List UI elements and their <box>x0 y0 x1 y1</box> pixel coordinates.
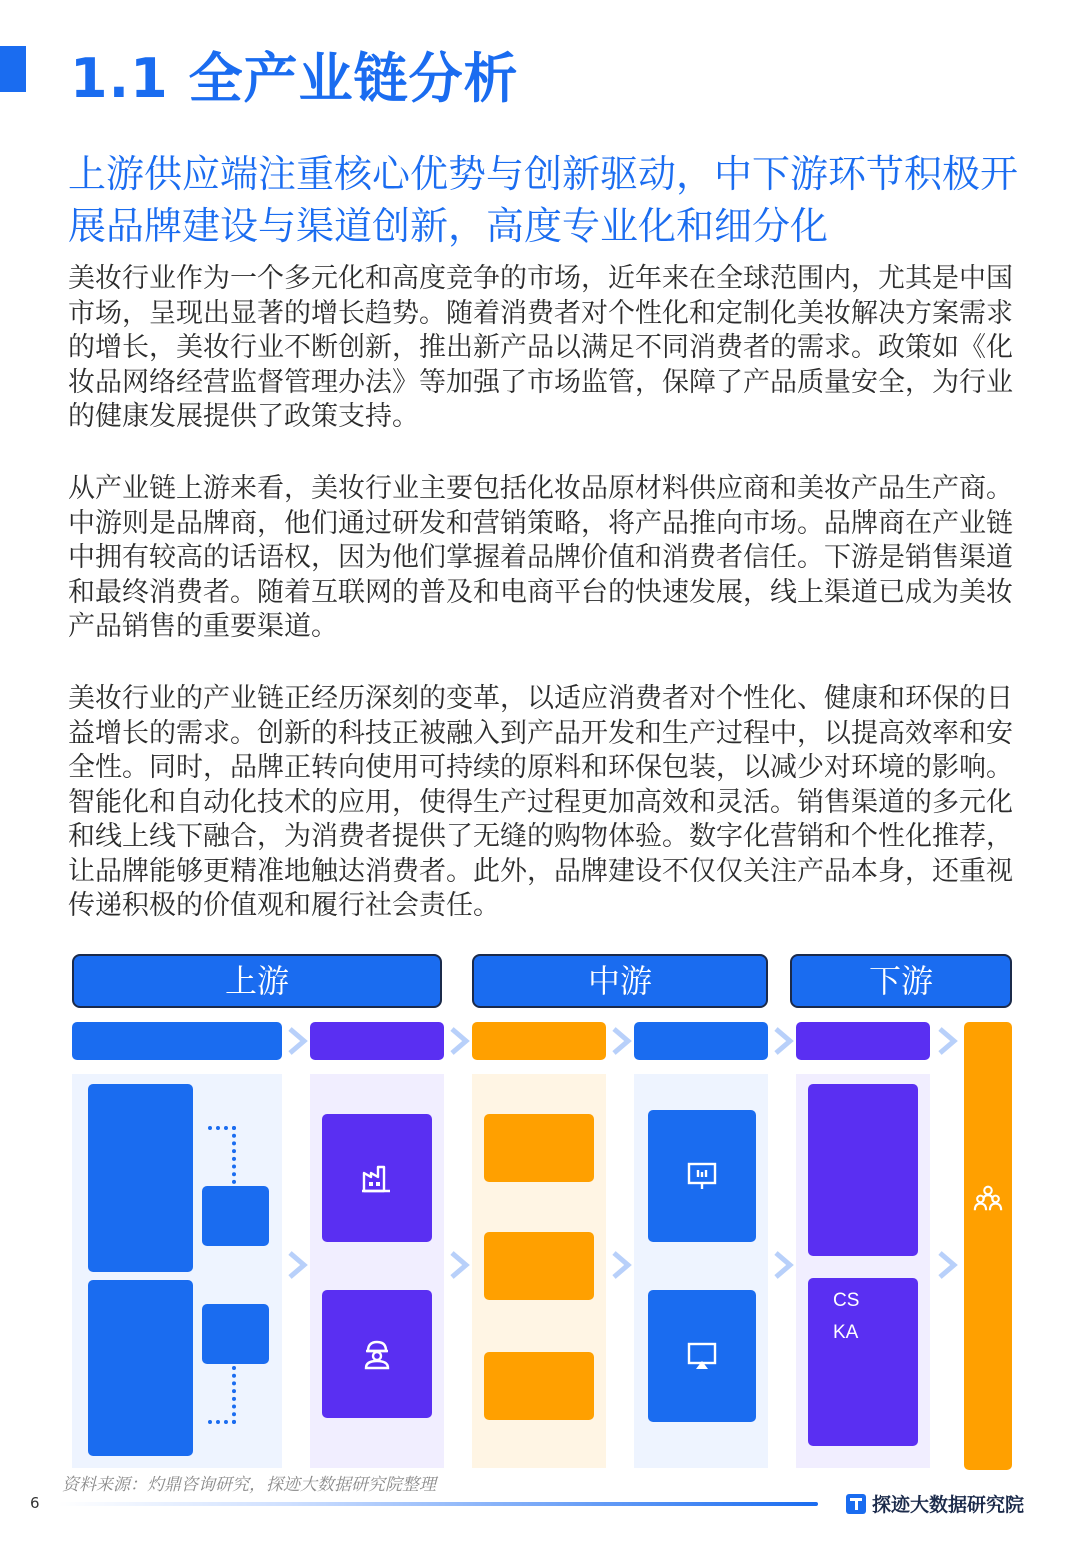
card-offline-channel-a <box>808 1084 918 1256</box>
chevron-right-icon <box>936 1250 958 1280</box>
card-raw-material-a <box>88 1084 193 1272</box>
chevron-right-icon <box>610 1026 632 1056</box>
section-subtitle: 上游供应端注重核心优势与创新驱动，中下游环节积极开展品牌建设与渠道创新，高度专业化和细分化 <box>68 152 1019 248</box>
people-icon <box>972 1182 1004 1214</box>
worker-icon <box>360 1337 394 1371</box>
chevron-right-icon <box>448 1026 470 1056</box>
card-brand-a <box>484 1114 594 1182</box>
factory-icon <box>360 1161 394 1195</box>
column-header-offline-channels <box>796 1022 930 1060</box>
column-header-online-channels <box>634 1022 768 1060</box>
chevron-right-icon <box>772 1026 794 1056</box>
stage-downstream: 下游 <box>790 954 1012 1008</box>
connector-dotted-bottom <box>208 1366 236 1424</box>
paragraph-market-overview: 美妆行业作为一个多元化和高度竞争的市场，近年来在全球范围内，尤其是中国市场，呈现出显著的增长趋势。随着消费者对个性化和定制化美妆解决方案需求的增长，美妆行业不断创新，推出新产品以满足不同消费者的需求。政策如《化妆品网络经营监督管理办法》等加强了市场监管，保障了产品质量安全，为行业的健康发展提供了政策支持。 <box>68 263 1013 432</box>
card-offline-channel-b <box>808 1278 918 1446</box>
offline-label-ka: KA <box>833 1322 859 1343</box>
column-header-raw-materials <box>72 1022 282 1060</box>
card-online-channel-b <box>648 1290 756 1422</box>
page-title: 1.1 全产业链分析 <box>70 47 519 110</box>
offline-label-cs: CS <box>833 1290 860 1311</box>
chevron-right-icon <box>286 1026 308 1056</box>
column-header-manufacturers <box>310 1022 444 1060</box>
chevron-right-icon <box>936 1026 958 1056</box>
card-raw-material-sub-b <box>202 1304 269 1364</box>
chevron-right-icon <box>448 1250 470 1280</box>
card-manufacturer-factory <box>322 1114 432 1242</box>
page-number: 6 <box>30 1494 40 1512</box>
stage-midstream: 中游 <box>472 954 768 1008</box>
chevron-right-icon <box>286 1250 308 1280</box>
stage-upstream: 上游 <box>72 954 442 1008</box>
card-raw-material-sub-a <box>202 1186 269 1246</box>
column-consumers <box>964 1022 1012 1470</box>
source-note: 资料来源：灼鼎咨询研究，探迹大数据研究院整理 <box>62 1475 436 1495</box>
monitor-icon <box>685 1159 719 1193</box>
footer-divider <box>58 1502 818 1506</box>
chevron-right-icon <box>610 1250 632 1280</box>
screen-cast-icon <box>685 1339 719 1373</box>
card-online-channel-a <box>648 1110 756 1242</box>
card-raw-material-b <box>88 1280 193 1456</box>
connector-dotted-top <box>208 1126 236 1184</box>
column-header-brands <box>472 1022 606 1060</box>
paragraph-chain-structure: 从产业链上游来看，美妆行业主要包括化妆品原材料供应商和美妆产品生产商。中游则是品牌商，他们通过研发和营销策略，将产品推向市场。品牌商在产业链中拥有较高的话语权，因为他们掌握着品牌价值和消费者信任。下游是销售渠道和最终消费者。随着互联网的普及和电商平台的快速发展，线上渠道已成为美妆产品销售的重要渠道。 <box>68 473 1013 642</box>
chevron-right-icon <box>772 1250 794 1280</box>
brand-footer <box>846 1490 1024 1517</box>
paragraph-chain-transformation: 美妆行业的产业链正经历深刻的变革，以适应消费者对个性化、健康和环保的日益增长的需求。创新的科技正被融入到产品开发和生产过程中，以提高效率和安全性。同时，品牌正转向使用可持续的原料和环保包装，以减少对环境的影响。智能化和自动化技术的应用，使得生产过程更加高效和灵活。销售渠道的多元化和线上线下融合，为消费者提供了无缝的购物体验。数字化营销和个性化推荐，让品牌能够更精准地触达消费者。此外，品牌建设不仅仅关注产品本身，还重视传递积极的价值观和履行社会责任。 <box>68 683 1013 921</box>
card-brand-c <box>484 1352 594 1420</box>
card-manufacturer-worker <box>322 1290 432 1418</box>
title-accent-bar <box>0 46 26 92</box>
brand-logo-icon <box>846 1494 866 1514</box>
card-brand-b <box>484 1232 594 1300</box>
brand-name: 探迹大数据研究院 <box>872 1494 1025 1516</box>
